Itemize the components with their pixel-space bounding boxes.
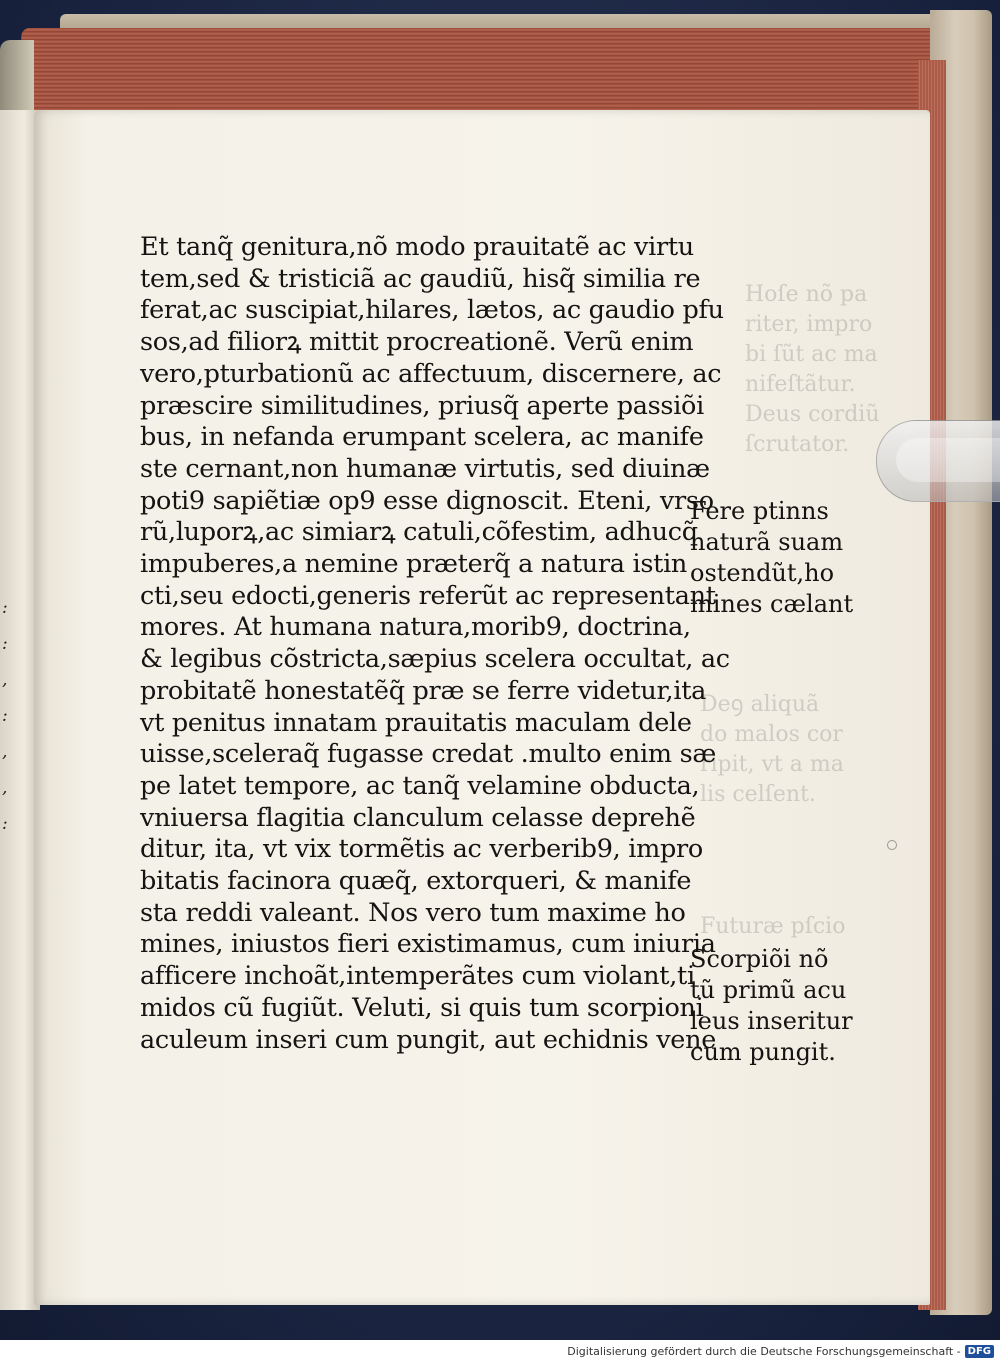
- text-line: pe latet tempore, ac tanq̃ velamine obducta,: [140, 770, 700, 801]
- digitization-footer: [0, 1340, 1000, 1362]
- marginal-note-line: mines cælant: [690, 590, 854, 618]
- text-line: midos cũ fugiũt. Veluti, si quis tum scorpioni: [140, 992, 704, 1023]
- text-line: cti,seu edocti,generis referũt ac representant: [140, 580, 716, 611]
- marginal-note-line: Fere ptinns: [690, 497, 829, 525]
- text-line: uisse,sceleraq̃ fugasse credat .multo enim sæ: [140, 739, 717, 770]
- text-line: bus, in nefanda erumpant scelera, ac manife: [140, 422, 704, 453]
- marginal-note-line: cum pungit.: [690, 1038, 836, 1066]
- facing-page-text-fragments: : : , : , , :: [2, 598, 8, 834]
- marginal-note-line: ostendũt,ho: [690, 559, 835, 587]
- bleed-through-text: Futuræ pſcio: [700, 914, 846, 939]
- footer-credit: Digitalisierung gefördert durch die Deutsche Forschungsgemeinschaft -: [567, 1344, 961, 1358]
- text-line: rũ,luporꝝ,ac simiarꝝ catuli,cõfestim, adhucq̃: [140, 517, 698, 548]
- marginal-note: [690, 496, 860, 620]
- text-line: sta reddi valeant. Nos vero tum maxime ho: [140, 897, 686, 928]
- text-line: mores. At humana natura,morib9, doctrina,: [140, 612, 691, 643]
- text-line: ferat,ac suscipiat,hilares, lætos, ac gaudio pfu: [140, 295, 724, 326]
- text-line: vniuersa flagitia clanculum celasse deprehẽ: [140, 802, 696, 833]
- text-line: vt penitus innatam prauitatis maculam dele: [140, 707, 692, 738]
- text-line: & legibus cõstricta,sæpius scelera occultat, ac: [140, 644, 730, 675]
- text-line: præscire similitudines, priusq̃ aperte passiõi: [140, 390, 704, 421]
- bleed-through-text: Hoſe nõ pa riter, impro bi ſũt ac ma nifeſtãtur. Deus cordiũ ſcrutator.: [745, 282, 880, 457]
- text-line: sos,ad filiorꝝ mittit procreationẽ. Verũ enim: [140, 327, 694, 358]
- text-line: afficere inchoãt,intemperãtes cum violant,ti: [140, 961, 695, 992]
- text-line: bitatis facinora quæq̃, extorqueri, & manife: [140, 866, 692, 897]
- text-line: aculeum inseri cum pungit, aut echidnis vene: [140, 1024, 717, 1055]
- marginal-note-line: naturã suam: [690, 528, 844, 556]
- page-holder-clip-highlight: [896, 438, 1000, 482]
- page-hole-mark: [887, 840, 897, 850]
- marginal-note-line: Scorpiõi nõ: [690, 945, 829, 973]
- text-line: poti9 sapiẽtiæ op9 esse dignoscit. Eteni, vrso: [140, 485, 714, 516]
- dfg-logo: DFG: [965, 1345, 994, 1358]
- page-block-top-edges: [18, 28, 956, 120]
- text-line: ditur, ita, vt vix tormẽtis ac verberib9, impro: [140, 834, 703, 865]
- text-line: mines, iniustos fieri existimamus, cum iniuria: [140, 929, 716, 960]
- marginal-note-line: tũ primũ acu: [690, 976, 847, 1004]
- text-line: vero,pturbationũ ac affectuum, discernere, ac: [140, 358, 722, 389]
- bleed-through-text: Deꝯ aliquã do malos cor ripit, vt a ma lis celſent.: [700, 692, 844, 807]
- text-line: ste cernant,non humanæ virtutis, sed diuinæ: [140, 453, 710, 484]
- marginal-note: [690, 944, 860, 1068]
- text-line: impuberes,a nemine præterq̃ a natura istin: [140, 549, 688, 580]
- text-line: tem,sed & tristiciã ac gaudiũ, hisq̃ similia re: [140, 263, 701, 294]
- text-line: Et tanq̃ genitura,nõ modo prauitatẽ ac virtu: [140, 232, 694, 262]
- marginal-note-line: leus inseritur: [690, 1007, 853, 1035]
- main-text-block: [140, 232, 730, 1056]
- text-line: probitatẽ honestatẽq̃ præ se ferre videtur,ita: [140, 675, 707, 706]
